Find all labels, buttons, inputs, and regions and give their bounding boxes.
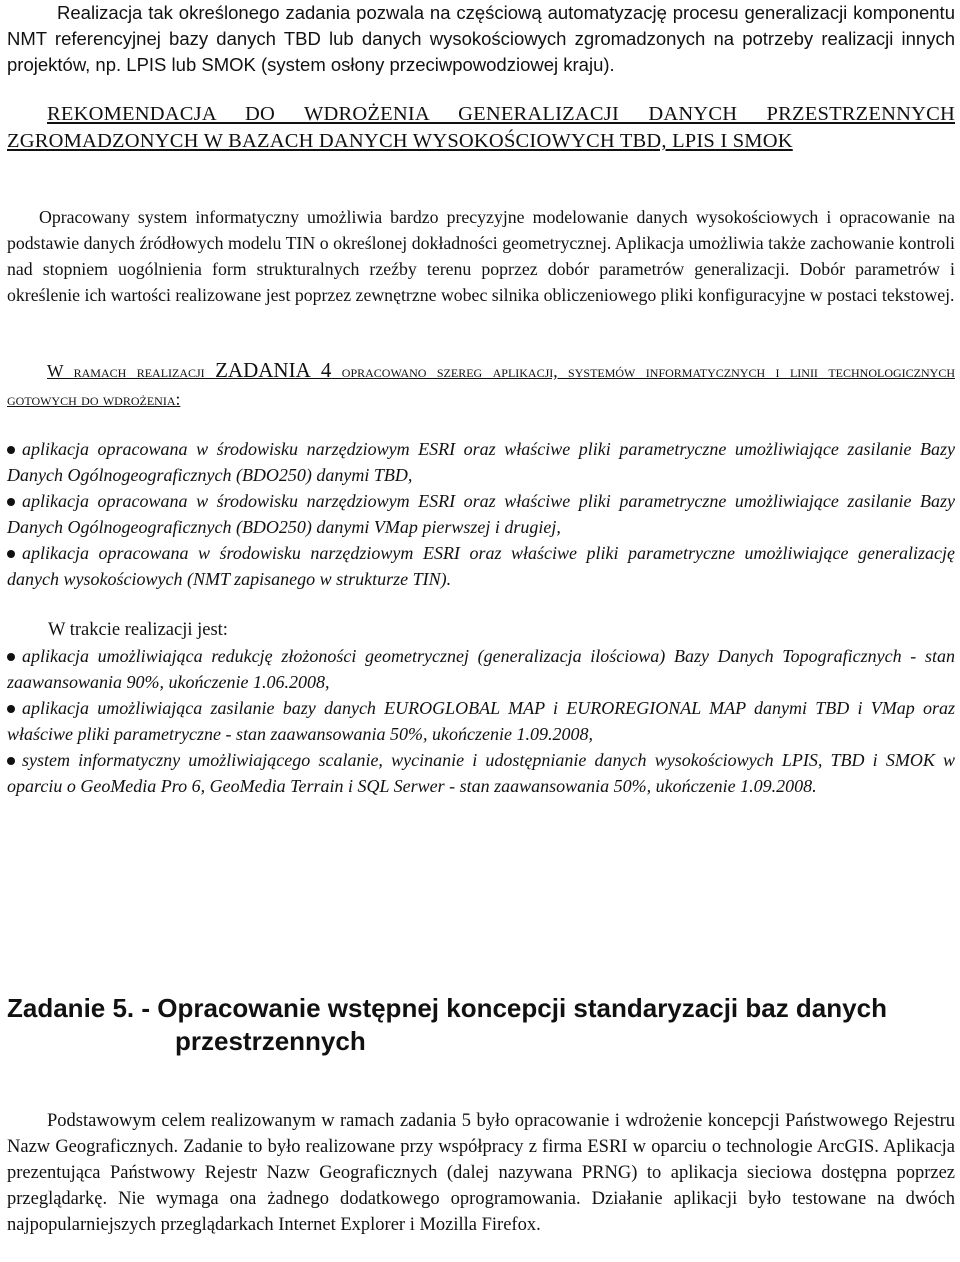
list-item [7,540,955,592]
task5-heading [7,992,955,1058]
task4-heading-task-number: ZADANIA 4 [215,358,332,382]
task5-paragraph: Podstawowym celem realizowanym w ramach zadania 5 było opracowanie i wdrożenie koncepcji Państwowego Rejestru Nazw Geograficznych. Zadanie to było realizowane przy współpracy z firma ESRI w oparciu o technologie ArcGIS. Aplikacja prezentująca Państwowy Rejestr Nazw Geograficznych (dalej nazywana PRNG) to aplikacja sieciowa dostępna poprzez przeglądarkę. Nie wymaga ona żadnego dodatkowego oprogramowania. Działanie aplikacji było testowane na dwóch najpopularniejszych przeglądarkach Internet Explorer i Mozilla Firefox. [7,1111,955,1235]
bullet-icon [7,498,15,506]
intro-paragraph: Realizacja tak określonego zadania pozwala na częściową automatyzację procesu generalizacji komponentu NMT referencyjnej bazy danych TBD lub danych wysokościowych zgromadzonych na potrzeby realizacji innych projektów, np. LPIS lub SMOK (system osłony przeciwpowodziowej kraju). [7,2,955,75]
list-item-text: aplikacja opracowana w środowisku narzędziowym ESRI oraz właściwe pliki parametryczne umożliwiające zasilanie Bazy Danych Ogólnogeograficznych (BDO250) danymi TBD, [7,439,955,485]
list-item-text: aplikacja umożliwiająca zasilanie bazy danych EUROGLOBAL MAP i EUROREGIONAL MAP danymi TBD i VMap oraz właściwe pliki parametryczne - stan zaawansowania 50%, ukończenie 1.09.2008, [7,698,955,744]
task5-heading-line2: przestrzennych [175,1026,366,1056]
list-item-text: aplikacja opracowana w środowisku narzędziowym ESRI oraz właściwe pliki parametryczne umożliwiające generalizację danych wysokościowych (NMT zapisanego w strukturze TIN). [7,543,955,589]
bullet-icon [7,550,15,558]
task5-heading-line1: Zadanie 5. - Opracowanie wstępnej koncepcji standaryzacji baz danych [7,993,887,1023]
bullet-icon [7,705,15,713]
task4-heading-part3: opracowano szereg aplikacji, systemów informatycznych i linii technologicznych gotowych do wdrożenia: [7,361,955,409]
task4-heading-part1: W ramach realizacji [47,361,216,381]
task4-heading [7,356,955,413]
in-progress-label: W trakcie realizacji jest: [48,620,228,640]
list-item-text: aplikacja opracowana w środowisku narzędziowym ESRI oraz właściwe pliki parametryczne umożliwiające zasilanie Bazy Danych Ogólnogeograficznych (BDO250) danymi VMap pierwszej i drugiej, [7,491,955,537]
recommendation-heading: REKOMENDACJA DO WDROŻENIA GENERALIZACJI DANYCH PRZESTRZENNYCH ZGROMADZONYCH W BAZACH DANYCH WYSOKOŚCIOWYCH TBD, LPIS I SMOK [7,103,955,152]
bullet-icon [7,653,15,661]
list-item [7,695,955,747]
bullet-icon [7,446,15,454]
list-item-text: system informatyczny umożliwiającego scalanie, wycinanie i udostępnianie danych wysokościowych LPIS, TBD i SMOK w oparciu o GeoMedia Pro 6, GeoMedia Terrain i SQL Serwer - stan zaawansowania 50%, ukończenie 1.09.2008. [7,750,955,796]
list-item [7,747,955,799]
list-item [7,643,955,695]
recommendation-paragraph: Opracowany system informatyczny umożliwia bardzo precyzyjne modelowanie danych wysokościowych i opracowanie na podstawie danych źródłowych modelu TIN o określonej dokładności geometrycznej. Aplikacja umożliwia także zachowanie kontroli nad stopniem uogólnienia form strukturalnych rzeźby terenu poprzez dobór parametrów generalizacji. Dobór parametrów i określenie ich wartości realizowane jest poprzez zewnętrzne wobec silnika obliczeniowego pliki konfiguracyjne w postaci tekstowej. [7,207,955,305]
bullet-icon [7,757,15,765]
list-item-text: aplikacja umożliwiająca redukcję złożoności geometrycznej (generalizacja ilościowa) Bazy Danych Topograficznych - stan zaawansowania 90%, ukończenie 1.06.2008, [7,646,955,692]
list-item [7,488,955,540]
list-item [7,436,955,488]
